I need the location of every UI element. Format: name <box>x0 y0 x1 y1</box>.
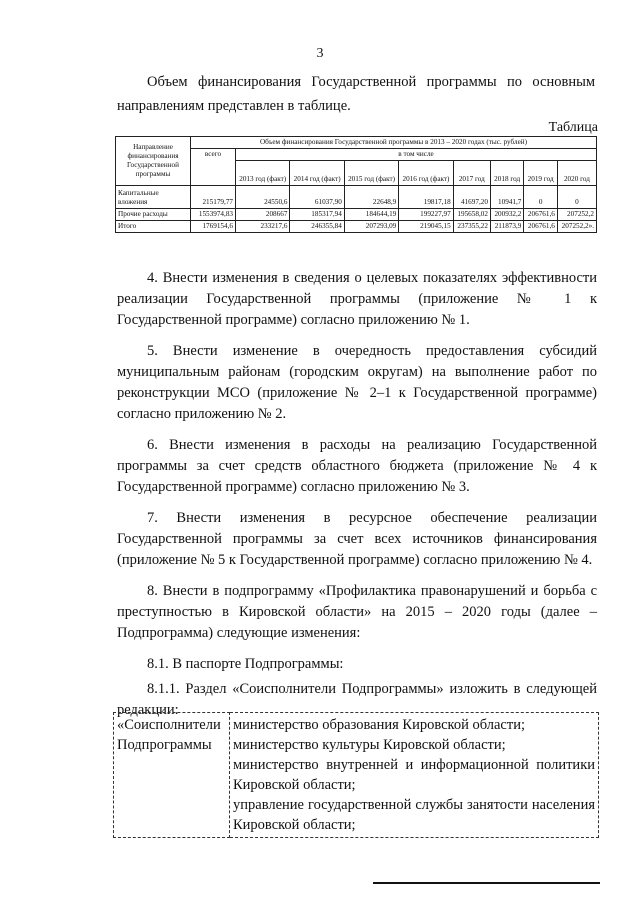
header-year: 2020 год <box>557 161 596 186</box>
table-cell: 233217,6 <box>236 221 290 233</box>
header-volume: Объем финансирования Государственной программы в 2013 – 2020 годах (тыс. рублей) <box>191 137 597 149</box>
table-cell: 207293,09 <box>344 221 398 233</box>
paragraph-item-8: 8. Внести в подпрограмму «Профилактика правонарушений и борьба с преступностью в Кировской области» на 2015 – 2020 годы (далее – Подпрограмма) следующие изменения: <box>117 583 597 641</box>
header-year: 2013 год (факт) <box>236 161 290 186</box>
table-cell: 246355,84 <box>290 221 344 233</box>
table-cell: 195658,02 <box>453 209 490 221</box>
intro-paragraph <box>117 70 595 118</box>
table-cell: 61037,90 <box>290 186 344 209</box>
financing-table <box>115 136 597 233</box>
header-total: всего <box>191 149 236 186</box>
header-year: 2015 год (факт) <box>344 161 398 186</box>
table-row <box>114 713 599 838</box>
list-item: министерство внутренней и информационной политики Кировской области; <box>233 757 595 793</box>
table-cell: 206761,6 <box>524 209 557 221</box>
table-cell: 1553974,83 <box>191 209 236 221</box>
table-caption: Таблица <box>548 120 598 135</box>
table-cell: 0 <box>557 186 596 209</box>
list-item: министерство образования Кировской области; <box>233 717 525 733</box>
table-row <box>116 209 597 221</box>
header-year: 2017 год <box>453 161 490 186</box>
table-row <box>116 186 597 209</box>
table-cell: 185317,94 <box>290 209 344 221</box>
list-item: министерство культуры Кировской области; <box>233 737 506 753</box>
table-row <box>116 221 597 233</box>
table-cell: 207252,2 <box>557 209 596 221</box>
table-cell: 22648,9 <box>344 186 398 209</box>
table-cell: 0 <box>524 186 557 209</box>
coexecutors-table <box>113 712 599 838</box>
header-direction: Направление финансирования Государственной программы <box>116 137 191 186</box>
list-item: управление государственной службы занятости населения Кировской области; <box>233 797 595 833</box>
paragraph-item-5: 5. Внести изменение в очередность предоставления субсидий муниципальным районам (городским округам) на выполнение работ по реконструкции МСО (приложение № 2–1 к Государственной программе) согласно приложению № 2. <box>117 343 597 422</box>
page-number: 3 <box>316 46 324 61</box>
paragraph-item-4: 4. Внести изменения в сведения о целевых показателях эффективности реализации Государственной программы (приложение № 1 к Государственной программе) согласно приложению № 1. <box>117 270 597 328</box>
table-cell: 215179,77 <box>191 186 236 209</box>
header-year: 2018 год <box>490 161 523 186</box>
table-cell: 200932,2 <box>490 209 523 221</box>
paragraph-item-7: 7. Внести изменения в ресурсное обеспечение реализации Государственной программы за счет всех источников финансирования (приложение № 5 к Государственной программе) согласно приложению № 4. <box>117 510 597 568</box>
table-cell: 24550,6 <box>236 186 290 209</box>
row-label: Капитальные вложения <box>116 186 191 209</box>
table-cell: 237355,22 <box>453 221 490 233</box>
header-year: 2019 год <box>524 161 557 186</box>
table-cell: 207252,2». <box>557 221 596 233</box>
bottom-rule <box>373 882 600 884</box>
table-cell: 19817,18 <box>399 186 453 209</box>
intro-text: Объем финансирования Государственной программы по основным направлениям представлен в таблице. <box>117 74 595 114</box>
table-cell: 219045,15 <box>399 221 453 233</box>
coexecutors-label: «Соисполнители Подпрограммы <box>114 713 230 838</box>
header-including: в том числе <box>236 149 597 161</box>
header-year: 2016 год (факт) <box>399 161 453 186</box>
body-text <box>117 268 597 731</box>
table-cell: 208667 <box>236 209 290 221</box>
paragraph-item-8-1-1: 8.1.1. Раздел «Соисполнители Подпрограммы» изложить в следующей редакции: <box>117 681 597 718</box>
table-cell: 211873,9 <box>490 221 523 233</box>
table-cell: 1769154,6 <box>191 221 236 233</box>
row-label: Прочие расходы <box>116 209 191 221</box>
table-cell: 41697,20 <box>453 186 490 209</box>
table-cell: 206761,6 <box>524 221 557 233</box>
header-year: 2014 год (факт) <box>290 161 344 186</box>
paragraph-item-6: 6. Внести изменения в расходы на реализацию Государственной программы за счет средств областного бюджета (приложение № 4 к Государственной программе) согласно приложению № 3. <box>117 437 597 495</box>
coexecutors-list <box>230 713 599 838</box>
table-cell: 184644,19 <box>344 209 398 221</box>
table-cell: 199227,97 <box>399 209 453 221</box>
row-label: Итого <box>116 221 191 233</box>
paragraph-item-8-1: 8.1. В паспорте Подпрограммы: <box>147 656 344 672</box>
table-cell: 10941,7 <box>490 186 523 209</box>
